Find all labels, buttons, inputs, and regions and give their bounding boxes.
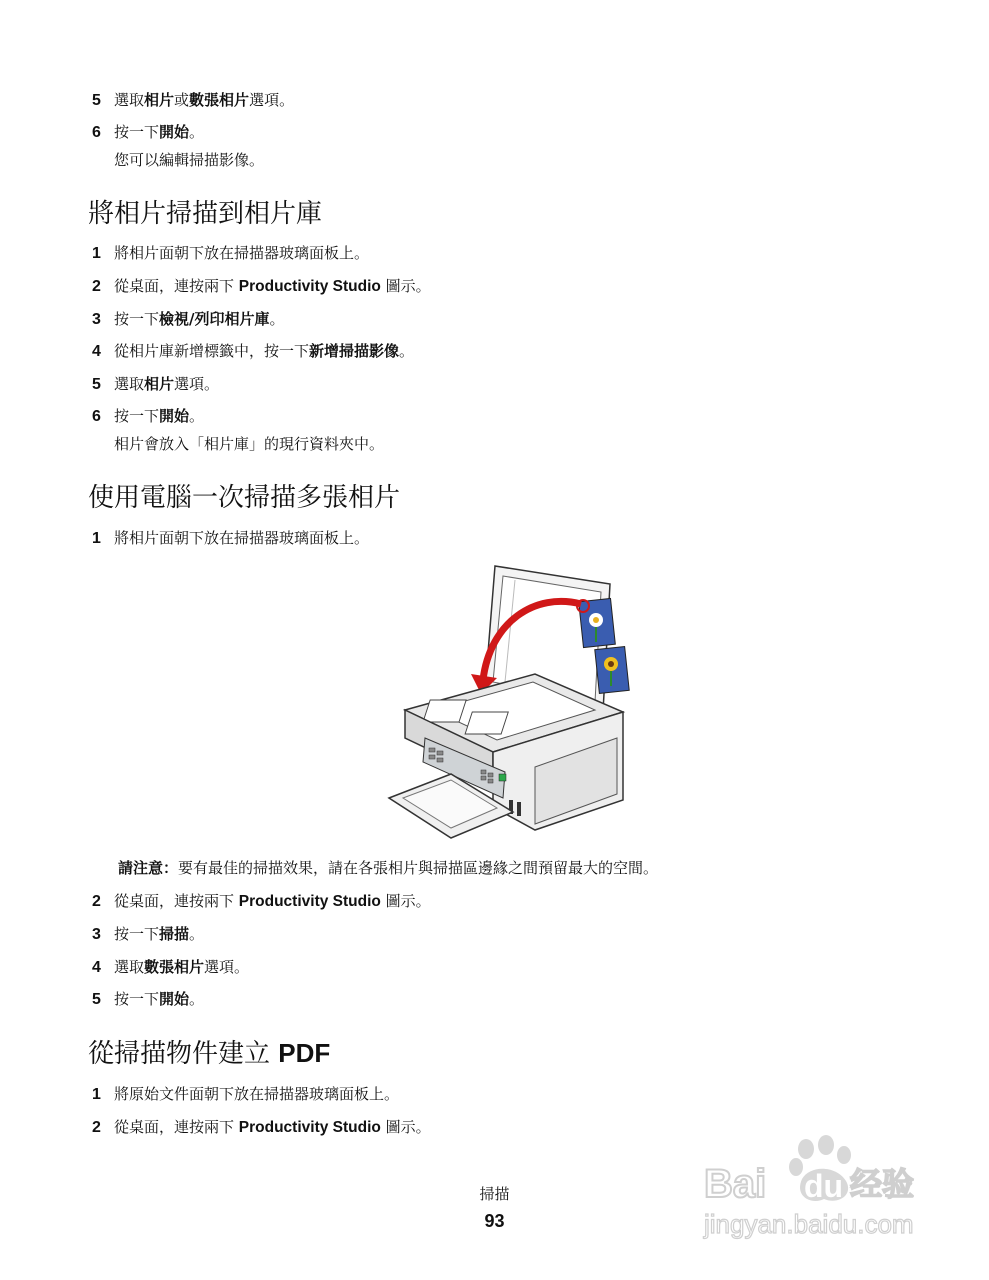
step-4: 4 從相片庫新增標籤中，按一下新增掃描影像。 [92,342,415,360]
photo-flower-icon [579,598,616,647]
step-1: 1 將原始文件面朝下放在掃描器玻璃面板上。 [92,1085,400,1103]
svg-text:经验: 经验 [850,1165,915,1203]
step-note: 您可以編輯掃描影像。 [114,151,265,169]
footer-section-label: 掃描 [479,1185,510,1203]
page-number: 93 [484,1211,505,1231]
step-6: 6 按一下開始。 [92,407,205,425]
section-title: 從掃描物件建立 PDF [88,1038,331,1069]
photo-sunflower-icon [595,647,629,694]
printer-scanner-illustration [385,562,635,842]
step-1: 1 將相片面朝下放在掃描器玻璃面板上。 [92,244,370,262]
step-1: 1 將相片面朝下放在掃描器玻璃面板上。 [92,529,370,547]
step-6: 6 按一下開始。 [92,123,205,141]
step-5: 5 選取相片選項。 [92,375,220,393]
step-4: 4 選取數張相片選項。 [92,958,250,976]
paw-icon [798,1139,814,1159]
svg-text:jingyan.baidu.com: jingyan.baidu.com [704,1209,914,1239]
section-title: 將相片掃描到相片庫 [88,199,323,229]
section-title: 使用電腦一次掃描多張相片 [88,483,401,513]
svg-text:du: du [804,1168,844,1204]
step-3: 3 按一下檢視/列印相片庫。 [92,310,285,328]
step-5: 5 選取相片或數張相片選項。 [92,91,295,109]
svg-text:Bai: Bai [704,1162,767,1206]
step-5: 5 按一下開始。 [92,990,205,1008]
baidu-watermark-logo [700,1135,940,1250]
step-3: 3 按一下掃描。 [92,925,205,943]
tip-note: 請注意：要有最佳的掃描效果，請在各張相片與掃描區邊緣之間預留最大的空間。 [118,859,659,877]
step-2: 2 從桌面，連按兩下 Productivity Studio 圖示。 [92,277,431,295]
step-note: 相片會放入「相片庫」的現行資料夾中。 [114,435,385,453]
step-2: 2 從桌面，連按兩下 Productivity Studio 圖示。 [92,1118,431,1136]
step-2: 2 從桌面，連按兩下 Productivity Studio 圖示。 [92,892,431,910]
